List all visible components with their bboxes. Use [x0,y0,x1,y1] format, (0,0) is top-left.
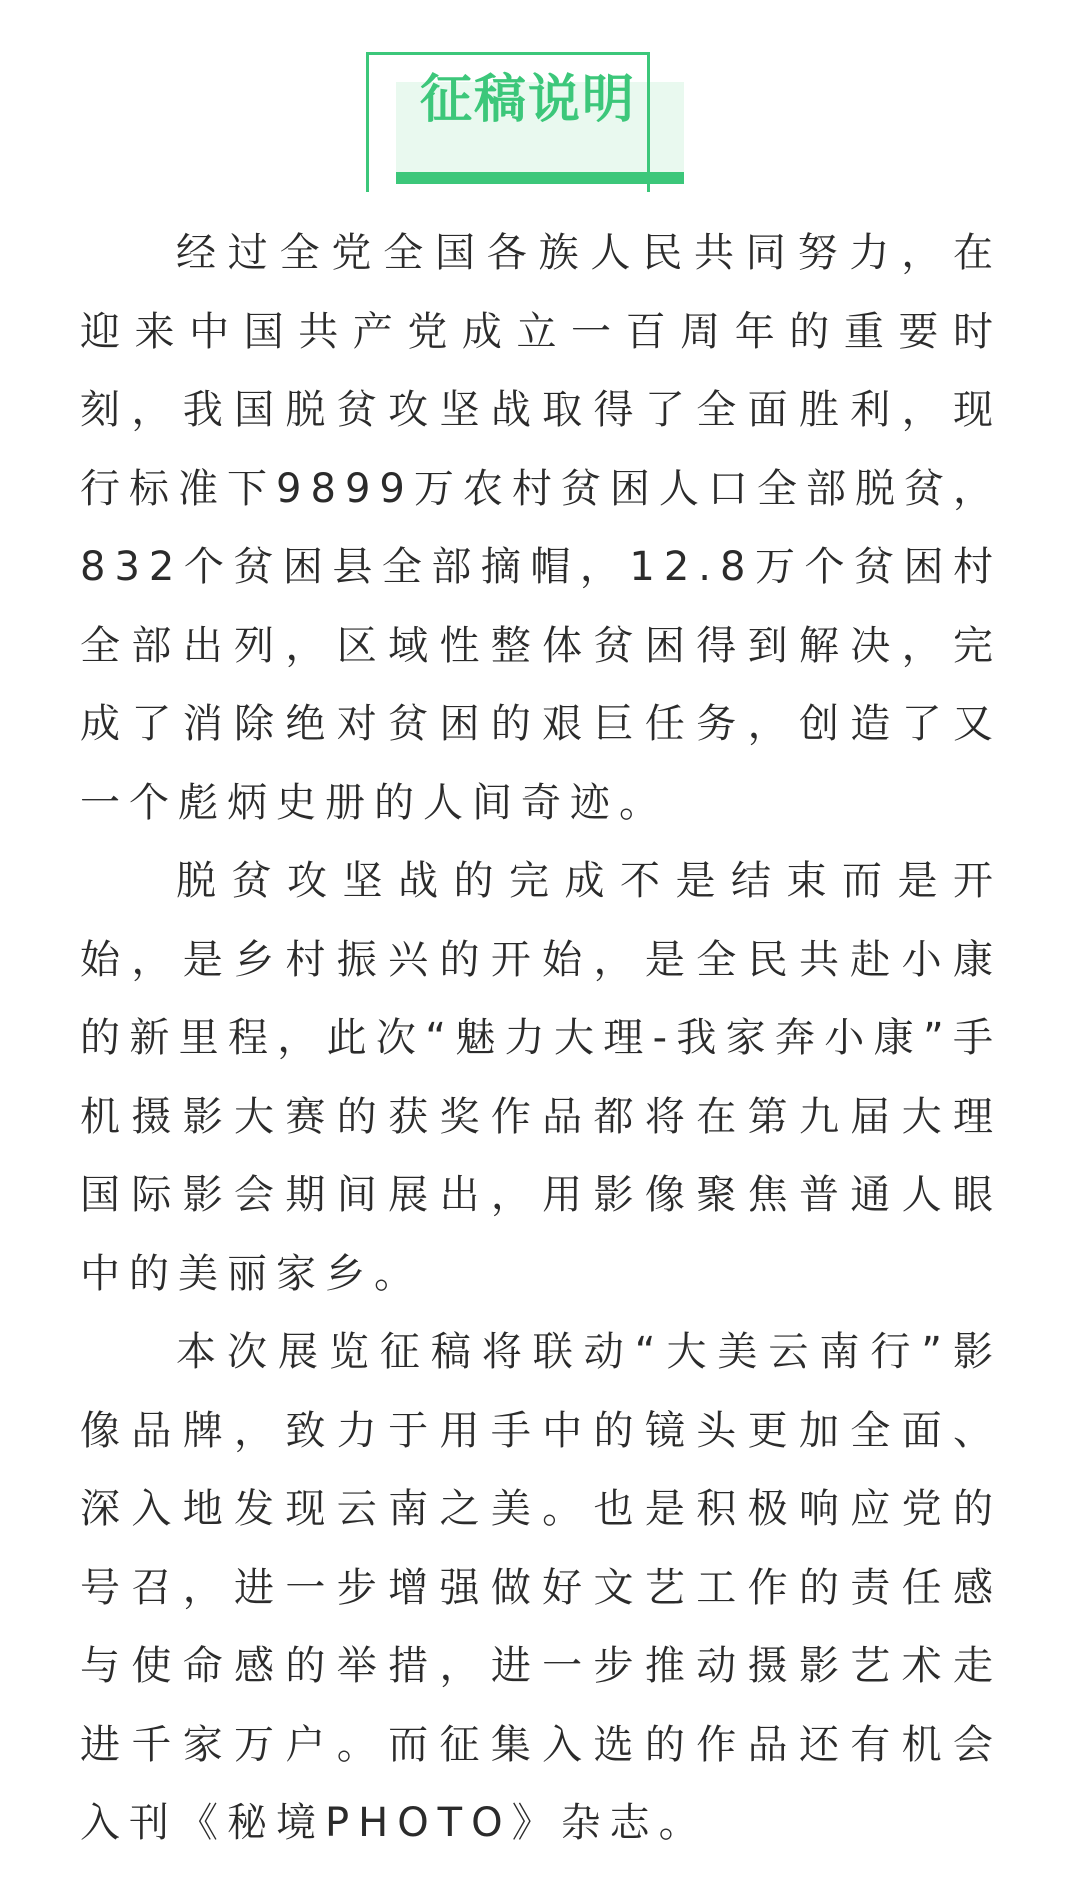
heading-frame-right-edge [647,136,650,192]
paragraph-3: 本次展览征稿将联动“大美云南行”影像品牌，致力于用手中的镜头更加全面、深入地发现云南之美。也是积极响应党的号召，进一步增强做好文艺工作的责任感与使命感的举措，进一步推动摄影艺术走进千家万户。而征集入选的作品还有机会入刊《秘境PHOTO》杂志。 [80,1329,1002,1846]
heading-underline-bar [396,172,684,184]
paragraph-1: 经过全党全国各族人民共同努力，在迎来中国共产党成立一百周年的重要时刻，我国脱贫攻坚战取得了全面胜利，现行标准下9899万农村贫困人口全部脱贫，832个贫困县全部摘帽，12.8万个贫困村全部出列，区域性整体贫困得到解决，完成了消除绝对贫困的艰巨任务，创造了又一个彪炳史册的人间奇迹。 [80,230,1002,826]
heading-title: 征稿说明 [419,70,636,130]
paragraph-2: 脱贫攻坚战的完成不是结束而是开始，是乡村振兴的开始，是全民共赴小康的新里程，此次“魅力大理-我家奔小康”手机摄影大赛的获奖作品都将在第九届大理国际影会期间展出，用影像聚焦普通人眼中的美丽家乡。 [80,858,1002,1297]
section-heading [366,52,684,184]
article-body [80,214,1002,1863]
heading-frame-left-edge [366,136,369,192]
